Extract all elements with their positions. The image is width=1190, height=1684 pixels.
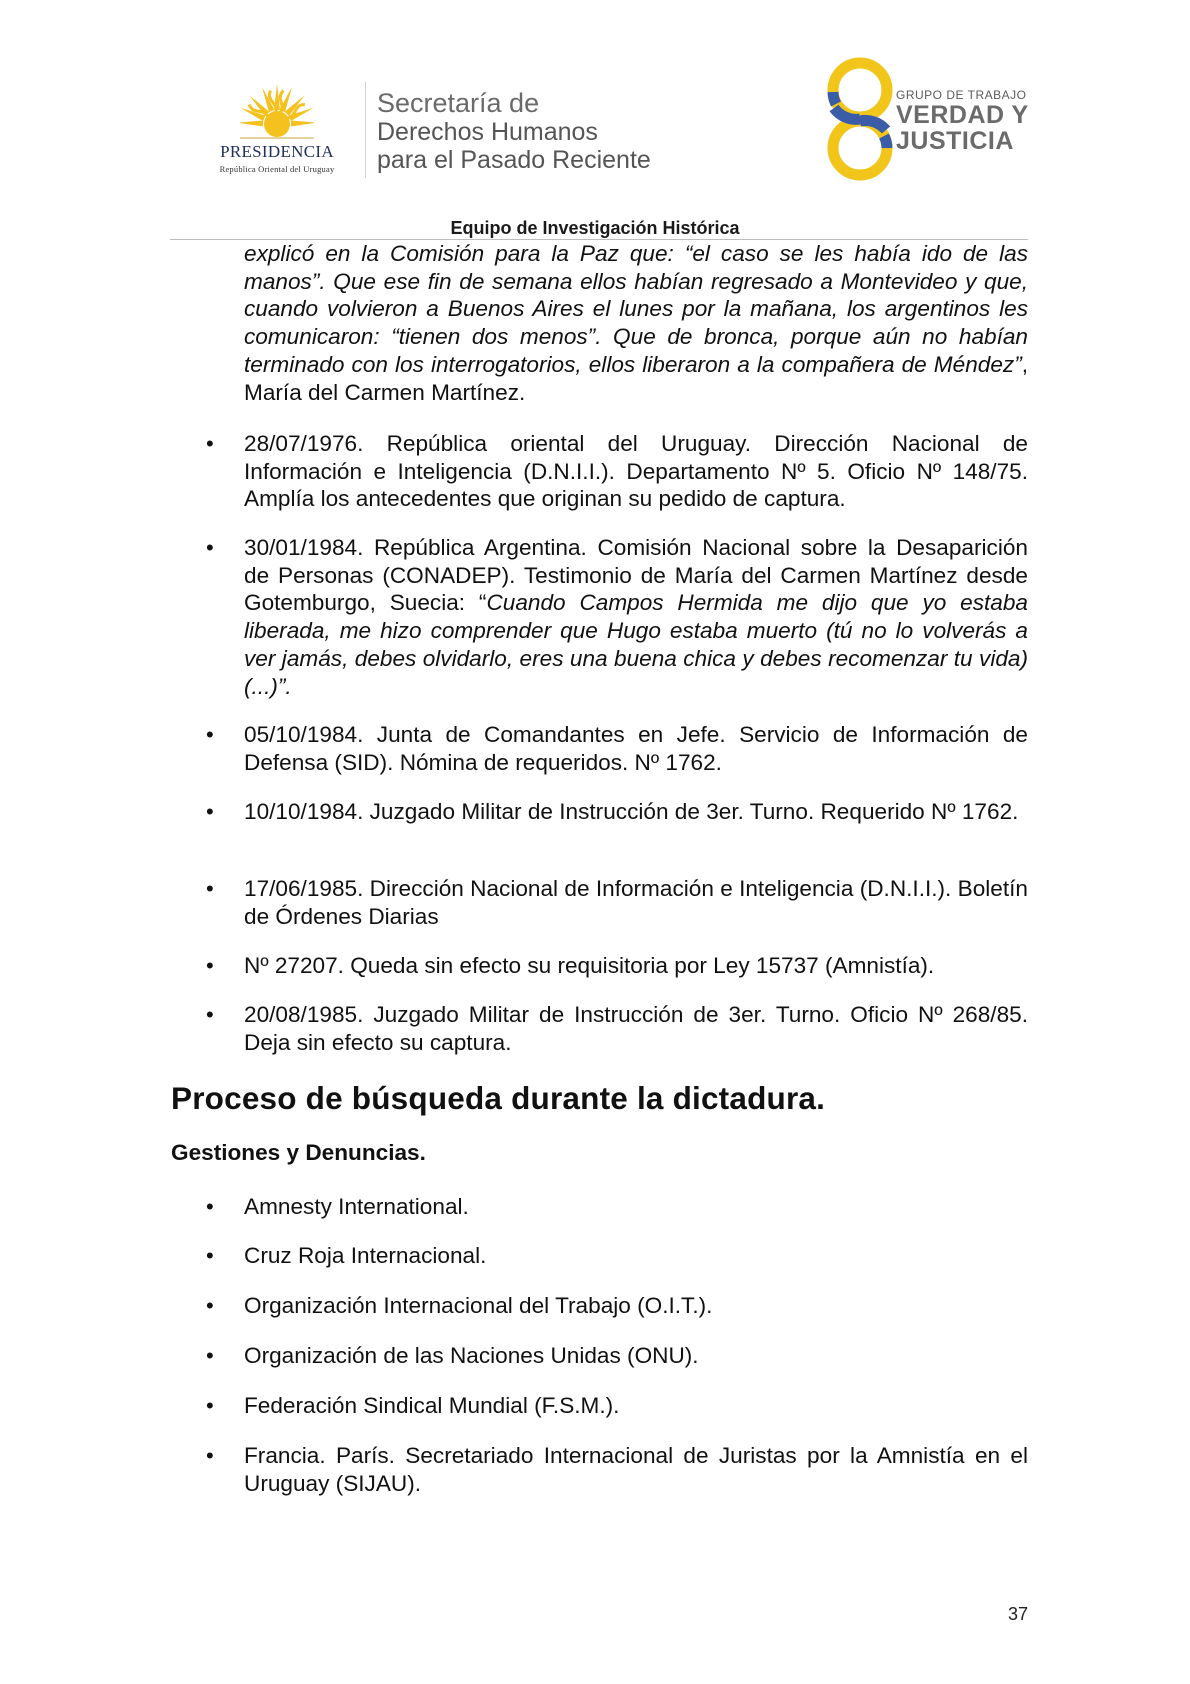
bullet-icon: • [206, 1194, 214, 1219]
intro-normal: , María del Carmen Martínez. [244, 351, 1028, 405]
team-title: Equipo de Investigación Histórica [450, 218, 740, 238]
presidencia-logo [196, 80, 358, 178]
list-item-text: Federación Sindical Mundial (F.S.M.). [244, 1393, 620, 1418]
intro-italic: explicó en la Comisión para la Paz que: “el caso se les había ido de las manos”. Que ese fin de semana ellos habían regresado a Montevideo y que, cuando volvieron a Buenos Aires el lunes por la mañana, los argentinos les comunicaron: “tienen dos menos”. Que de bronca, porque aún no habían terminado con los interrogatorios, ellos liberaron a la compañera de Méndez” [244, 241, 1028, 377]
grupo-line3: JUSTICIA [896, 127, 1014, 155]
bullet-icon: • [206, 722, 214, 747]
presidencia-subtitle: República Oriental del Uruguay [219, 164, 335, 174]
bullet-icon: • [206, 431, 214, 456]
list-item-text-normal: 30/01/1984. República Argentina. Comisión Nacional sobre la Desaparición de Personas (CONADEP). Testimonio de María del Carmen Martínez desde Gotemburgo, Suecia: “ [244, 535, 1028, 616]
bullet-icon: • [206, 1293, 214, 1318]
list-item-text: Amnesty International. [244, 1194, 469, 1219]
bullet-icon: • [206, 1393, 214, 1418]
list-item-text: 10/10/1984. Juzgado Militar de Instrucción de 3er. Turno. Requerido Nº 1762. [244, 799, 1019, 824]
presidencia-name: PRESIDENCIA [220, 142, 334, 161]
bullet-icon: • [206, 876, 214, 901]
sun-emblem-icon [240, 80, 314, 142]
list-item-text: Nº 27207. Queda sin efecto su requisitoria por Ley 15737 (Amnistía). [244, 953, 935, 978]
list-item-text: 17/06/1985. Dirección Nacional de Información e Inteligencia (D.N.I.I.). Boletín de Órdenes Diarias [244, 876, 1028, 929]
bullet-icon: • [206, 1343, 214, 1368]
grupo-line2: VERDAD Y [896, 101, 1029, 129]
list-item-text: Organización de las Naciones Unidas (ONU). [244, 1343, 699, 1368]
verdad-justicia-logo-text [896, 88, 1029, 154]
list-item-text: Cruz Roja Internacional. [244, 1243, 487, 1268]
bullet-icon: • [206, 799, 214, 824]
list-item-text [244, 534, 1028, 700]
bullet-icon: • [206, 1243, 214, 1268]
bullet-icon: • [206, 1443, 214, 1468]
list-item-text: Organización Internacional del Trabajo (O.I.T.). [244, 1293, 713, 1318]
verdad-justicia-logo-icon [820, 56, 900, 182]
subsection-title: Gestiones y Denuncias. [171, 1140, 426, 1165]
list-item-text: 28/07/1976. República oriental del Uruguay. Dirección Nacional de Información e Inteligencia (D.N.I.I.). Departamento Nº 5. Oficio Nº 148/75. Amplía los antecedentes que originan su pedido de captura. [244, 431, 1028, 512]
intro-paragraph [244, 240, 1028, 406]
bullet-icon: • [206, 535, 214, 560]
secretaria-line2: Derechos Humanos [377, 118, 598, 146]
list-item-text-italic: Cuando Campos Hermida me dijo que yo estaba liberada, me hizo comprender que Hugo estaba muerto (tú no lo volverás a ver jamás, debes olvidarlo, eres una buena chica y debes recomenzar tu vida) (...)”. [244, 590, 1028, 699]
page-number: 37 [1007, 1604, 1028, 1624]
bullet-icon: • [206, 1002, 214, 1027]
list-item-text: 05/10/1984. Junta de Comandantes en Jefe. Servicio de Información de Defensa (SID). Nómina de requeridos. Nº 1762. [244, 722, 1028, 775]
secretaria-line3: para el Pasado Reciente [377, 146, 651, 174]
section-title: Proceso de búsqueda durante la dictadura. [171, 1080, 826, 1116]
grupo-line1: GRUPO DE TRABAJO [896, 88, 1027, 102]
list-item-text: 20/08/1985. Juzgado Militar de Instrucción de 3er. Turno. Oficio Nº 268/85. Deja sin efecto su captura. [244, 1002, 1028, 1055]
secretaria-line1: Secretaría de [377, 88, 540, 118]
logo-divider [365, 82, 366, 178]
secretaria-logo-text [377, 88, 651, 174]
list-item-text: Francia. París. Secretariado Internacional de Juristas por la Amnistía en el Uruguay (SIJAU). [244, 1443, 1028, 1496]
bullet-icon: • [206, 953, 214, 978]
